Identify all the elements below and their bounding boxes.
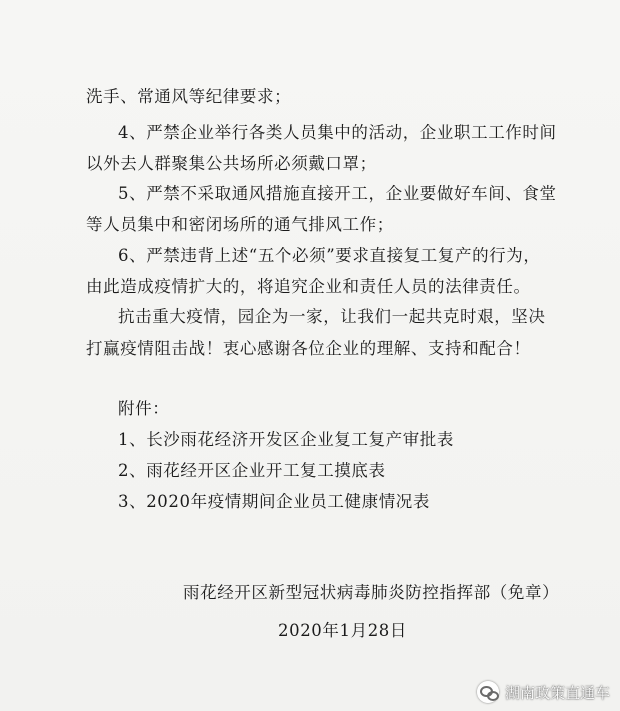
- paragraph-line: 6、严禁违背上述“五个必须”要求直接复工复产的行为，: [118, 246, 541, 265]
- paragraph-line: 洗手、常通风等纪律要求；: [86, 87, 292, 106]
- signature-date: 2020年1月28日: [278, 621, 407, 640]
- paragraph-line: 4、严禁企业举行各类人员集中的活动，企业职工工作时间: [118, 123, 557, 142]
- attachment-item: 1、长沙雨花经济开发区企业复工复产审批表: [118, 430, 454, 449]
- watermark-text: 湖南政策直通车: [504, 683, 610, 702]
- attachment-item: 3、2020年疫情期间企业员工健康情况表: [118, 492, 430, 511]
- signature-org: 雨花经开区新型冠状病毒肺炎防控指挥部（免章）: [183, 583, 560, 602]
- paragraph-line: 抗击重大疫情，园企为一家，让我们一起共克时艰，坚决: [118, 307, 546, 326]
- paragraph-line: 5、严禁不采取通风措施直接开工，企业要做好车间、食堂: [118, 184, 557, 203]
- paragraph-line: 打赢疫情阻击战！衷心感谢各位企业的理解、支持和配合！: [86, 339, 531, 358]
- wechat-icon: [477, 681, 499, 703]
- paragraph-line: 等人员集中和密闭场所的通气排风工作；: [86, 215, 394, 234]
- attachments-title: 附件：: [118, 399, 170, 418]
- paragraph-line: 由此造成疫情扩大的，将追究企业和责任人员的法律责任。: [86, 277, 531, 296]
- attachment-item: 2、雨花经开区企业开工复工摸底表: [118, 461, 386, 480]
- paragraph-line: 以外去人群聚集公共场所必须戴口罩；: [86, 154, 377, 173]
- watermark: [477, 681, 610, 703]
